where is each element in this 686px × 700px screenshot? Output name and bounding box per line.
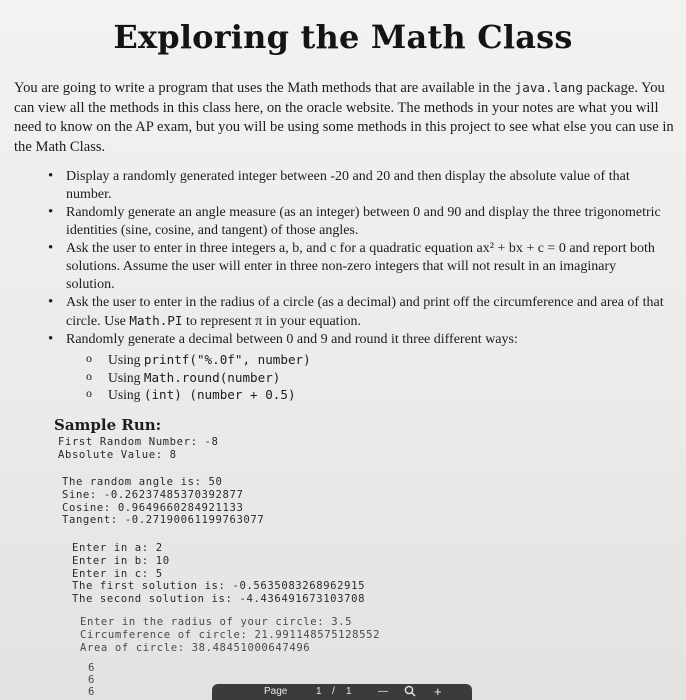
intro-text-end: package. You can view all the methods in this class here, on the oracle website. The methods in your notes are what you will need to know on the AP exam, but you will be using some methods in this project to see what else you can use in the Math Class. <box>14 80 674 155</box>
output-line: Sine: -0.26237485370392877 <box>62 488 244 501</box>
sample-block-quadratic <box>72 542 365 606</box>
output-line: Circumference of circle: 21.991148575128552 <box>80 628 381 641</box>
task-item <box>48 240 668 293</box>
task-text: Display a randomly generated integer between -20 and 20 and then display the absolute value of that number. <box>66 169 630 202</box>
output-line: Enter in b: 10 <box>72 554 170 567</box>
output-line: 6 <box>88 674 95 686</box>
task-text: Ask the user to enter in three integers a, b, and c for a quadratic equation ax² + bx + c = 0 and report both solutions. Assume the user will enter in three non-zero integers that will not result in an imaginary solution. <box>66 241 655 292</box>
task-item <box>48 294 668 330</box>
page-number-input[interactable]: 1 <box>316 686 322 697</box>
page-label: Page <box>264 686 288 697</box>
output-line: Cosine: 0.9649660284921133 <box>62 501 244 514</box>
sub-item <box>86 369 668 387</box>
sample-block-circle <box>80 616 380 654</box>
zoom-out-button[interactable]: — <box>378 686 388 697</box>
sample-run-heading: Sample Run: <box>54 416 162 434</box>
task-text: Randomly generate an angle measure (as an integer) between 0 and 90 and display the three trigonometric identities (sine, cosine, and tangent) of those angles. <box>66 205 661 238</box>
sub-text: Using <box>108 351 144 367</box>
zoom-in-button[interactable]: + <box>434 684 442 699</box>
page-title: Exploring the Math Class <box>113 18 573 56</box>
sub-text: Using <box>108 369 144 385</box>
sub-code: Math.round(number) <box>143 369 281 385</box>
sample-block-random <box>58 436 219 462</box>
output-line: Absolute Value: 8 <box>58 448 177 461</box>
task-text-end: to represent π in your equation. <box>182 313 361 329</box>
pdf-page-toolbar <box>212 684 472 700</box>
page-total: 1 <box>346 686 352 697</box>
task-item <box>48 168 668 203</box>
intro-code: java.lang <box>514 80 583 95</box>
task-text: Randomly generate a decimal between 0 and 9 and round it three different ways: <box>66 332 518 348</box>
task-code: Math.PI <box>129 312 183 328</box>
zoom-icon[interactable] <box>404 685 416 700</box>
output-line: Enter in the radius of your circle: 3.5 <box>80 616 353 628</box>
sub-item <box>86 351 668 369</box>
sub-code: printf("%.0f", number) <box>143 351 311 367</box>
intro-paragraph <box>14 78 679 157</box>
output-line: The first solution is: -0.5635083268962915 <box>72 580 366 593</box>
sub-code: (int) (number + 0.5) <box>143 387 296 403</box>
output-line: Area of circle: 38.48451000647496 <box>80 641 311 654</box>
sub-text: Using <box>108 387 144 403</box>
task-item <box>48 204 668 239</box>
sample-block-rounding <box>88 662 95 698</box>
page-separator: / <box>332 686 335 697</box>
output-line: The random angle is: 50 <box>62 476 223 488</box>
output-line: 6 <box>88 662 95 674</box>
output-line: 6 <box>88 686 95 698</box>
output-line: Enter in c: 5 <box>72 567 163 580</box>
task-list <box>48 168 668 405</box>
output-line: Tangent: -0.27190061199763077 <box>62 514 265 527</box>
sample-block-trig <box>62 476 264 527</box>
task-item <box>48 331 668 403</box>
output-line: First Random Number: -8 <box>58 436 219 448</box>
output-line: Enter in a: 2 <box>72 542 163 554</box>
task-text: Ask the user to enter in the radius of a circle (as a decimal) and print off the circumference and area of that circle. Use <box>66 295 664 329</box>
sub-item <box>86 386 668 404</box>
output-line: The second solution is: -4.436491673103708 <box>72 593 366 606</box>
rounding-methods <box>86 351 668 404</box>
intro-text: You are going to write a program that uses the Math methods that are available in the <box>14 80 515 96</box>
